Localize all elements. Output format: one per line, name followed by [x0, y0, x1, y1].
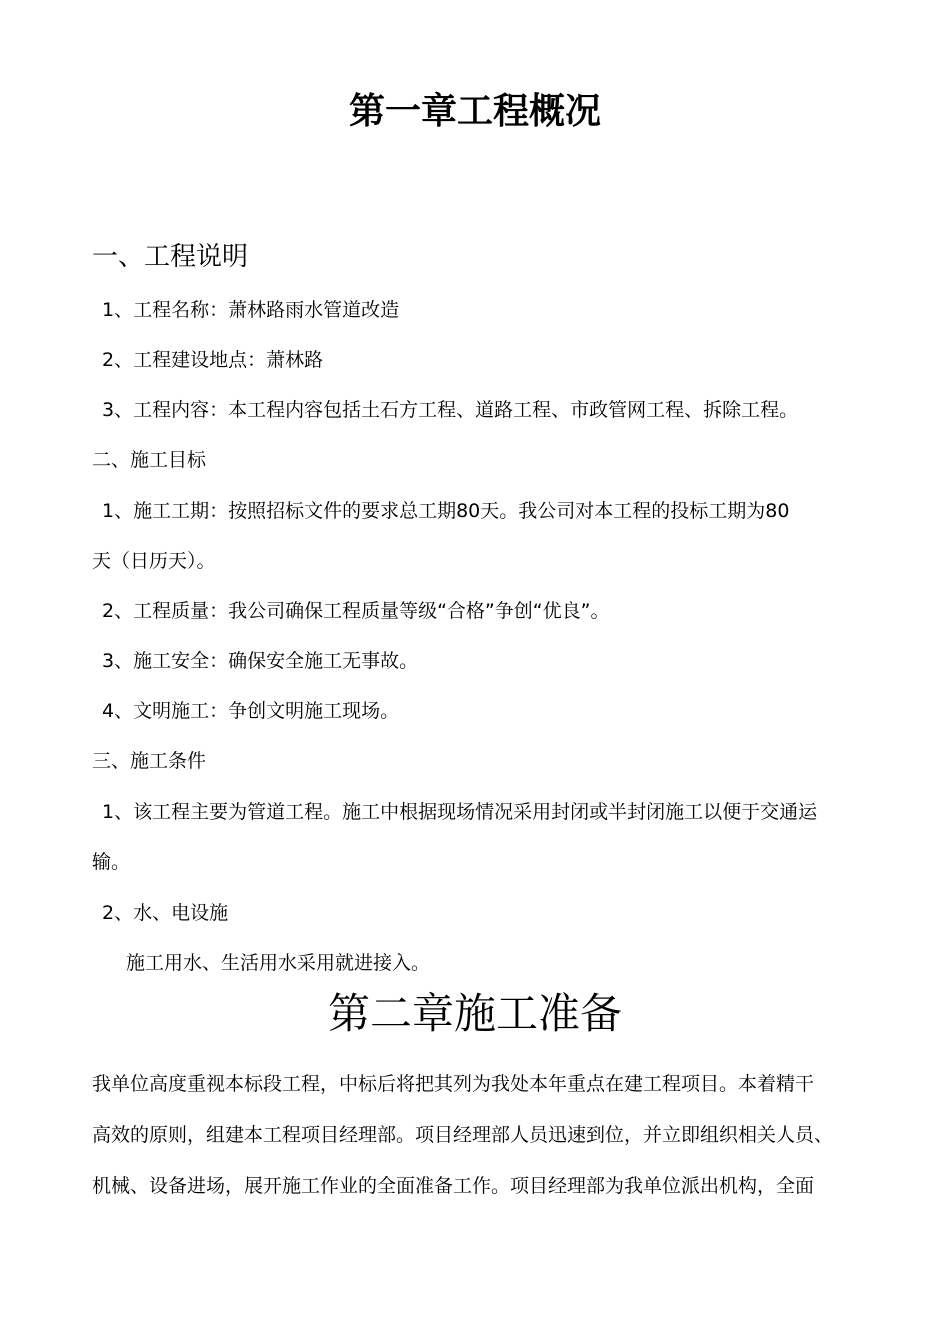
section-3-item-2-detail: 施工用水、生活用水采用就进接入。 [126, 952, 431, 974]
chapter-2-paragraph-line-1: 我单位高度重视本标段工程，中标后将把其列为我处本年重点在建工程项目。本着精干 [92, 1073, 815, 1095]
chapter-1-title: 第一章工程概况 [348, 91, 601, 132]
chapter-2-paragraph-line-2: 高效的原则，组建本工程项目经理部。项目经理部人员迅速到位，并立即组织相关人员、 [92, 1124, 834, 1146]
section-2-item-1-line-1: 1、施工工期：按照招标文件的要求总工期80天。我公司对本工程的投标工期为80 [102, 500, 790, 522]
section-3-item-1-line-1: 1、该工程主要为管道工程。施工中根据现场情况采用封闭或半封闭施工以便于交通运 [102, 801, 818, 823]
section-1-heading: 一、工程说明 [92, 242, 249, 272]
chapter-2-paragraph-line-3: 机械、设备进场，展开施工作业的全面准备工作。项目经理部为我单位派出机构，全面 [92, 1175, 815, 1197]
section-2-item-3: 3、施工安全：确保安全施工无事故。 [102, 650, 419, 672]
section-1-item-3: 3、工程内容：本工程内容包括土石方工程、道路工程、市政管网工程、拆除工程。 [102, 399, 799, 421]
section-2-item-1-line-2: 天（日历天）。 [92, 550, 216, 572]
section-3-item-2: 2、水、电设施 [102, 902, 229, 924]
section-2-item-4: 4、文明施工：争创文明施工现场。 [102, 700, 400, 722]
section-1-item-2: 2、工程建设地点：萧林路 [102, 349, 324, 371]
section-1-item-1: 1、工程名称：萧林路雨水管道改造 [102, 299, 400, 321]
section-3-heading: 三、施工条件 [92, 750, 207, 772]
section-3-item-1-line-2: 输。 [92, 851, 131, 873]
section-2-item-2: 2、工程质量：我公司确保工程质量等级“合格”争创“优良”。 [102, 600, 610, 622]
section-2-heading: 二、施工目标 [92, 449, 207, 471]
chapter-2-title: 第二章施工准备 [327, 989, 622, 1038]
